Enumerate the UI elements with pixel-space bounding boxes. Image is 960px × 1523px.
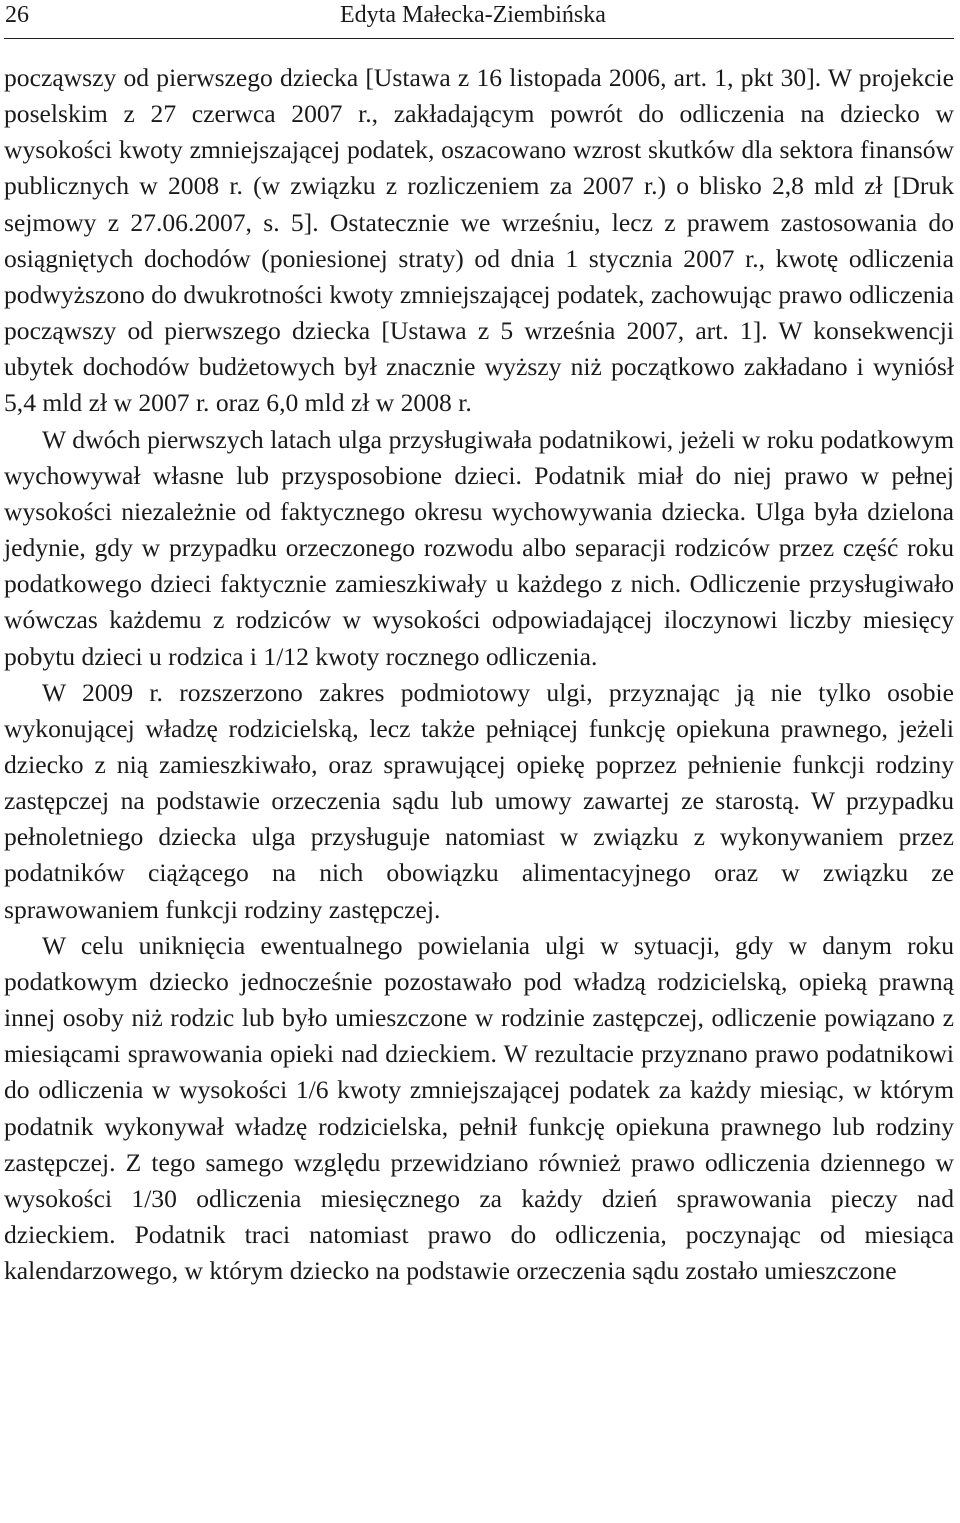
paragraph-3: W 2009 r. rozszerzono zakres podmiotowy ulgi, przyznając ją nie tylko osobie wykonującej władzę rodzicielską, lecz także pełniącej funkcję opiekuna prawnego, jeżeli dziecko z nią zamieszkiwało, oraz sprawującej opiekę poprzez pełnienie funkcji rodziny zastępczej na podstawie orzeczenia sądu lub umowy zawartej ze starostą. W przypadku pełnoletniego dziecka ulga przysługuje natomiast w związku z wykonywaniem przez podatników ciążącego na nich obowiązku alimentacyjnego oraz w związku ze sprawowaniem funkcji rodziny zastępczej. xyxy=(4,677,954,924)
paragraph-2: W dwóch pierwszych latach ulga przysługiwała podatnikowi, jeżeli w roku podatkowym wychowywał własne lub przysposobione dzieci. Podatnik miał do niej prawo w pełnej wysokości niezależnie od faktycznego okresu wychowywania dziecka. Ulga była dzielona jedynie, gdy w przypadku orzeczonego rozwodu albo separacji rodziców przez część roku podatkowego dzieci faktycznie zamieszkiwały u każdego z nich. Odliczenie przysługiwało wówczas każdemu z rodziców w wysokości odpowiadającej iloczynowi liczby miesięcy pobytu dzieci u rodzica i 1/12 kwoty rocznego odliczenia. xyxy=(4,424,954,671)
body-text xyxy=(4,60,954,1289)
running-header-author: Edyta Małecka-Ziembińska xyxy=(340,2,606,28)
document-page xyxy=(4,0,954,1289)
page-number: 26 xyxy=(5,2,29,28)
running-header xyxy=(4,0,954,39)
paragraph-4: W celu uniknięcia ewentualnego powielania ulgi w sytuacji, gdy w danym roku podatkowym dziecko jednocześnie pozostawało pod władzą rodzicielską, opieką prawną innej osoby niż rodzic lub było umieszczone w rodzinie zastępczej, odliczenie powiązano z miesiącami sprawowania opieki nad dzieckiem. W rezultacie przyznano prawo podatnikowi do odliczenia w wysokości 1/6 kwoty zmniejszającej podatek za każdy miesiąc, w którym podatnik wykonywał władzę rodzicielska, pełnił funkcję opiekuna prawnego lub rodziny zastępczej. Z tego samego względu przewidziano również prawo odliczenia dziennego w wysokości 1/30 odliczenia miesięcznego za każdy dzień sprawowania pieczy nad dzieckiem. Podatnik traci natomiast prawo do odliczenia, poczynając od miesiąca kalendarzowego, w którym dziecko na podstawie orzeczenia sądu zostało umieszczone xyxy=(4,930,954,1286)
paragraph-1: począwszy od pierwszego dziecka [Ustawa z 16 listopada 2006, art. 1, pkt 30]. W projekcie poselskim z 27 czerwca 2007 r., zakładającym powrót do odliczenia na dziecko w wysokości kwoty zmniejszającej podatek, oszacowano wzrost skutków dla sektora finansów publicznych w 2008 r. (w związku z rozliczeniem za 2007 r.) o blisko 2,8 mld zł [Druk sejmowy z 27.06.2007, s. 5]. Ostatecznie we wrześniu, lecz z prawem zastosowania do osiągniętych dochodów (poniesionej straty) od dnia 1 stycznia 2007 r., kwotę odliczenia podwyższono do dwukrotności kwoty zmniejszającej podatek, zachowując prawo odliczenia począwszy od pierwszego dziecka [Ustawa z 5 września 2007, art. 1]. W konsekwencji ubytek dochodów budżetowych był znacznie wyższy niż początkowo zakładano i wyniósł 5,4 mld zł w 2007 r. oraz 6,0 mld zł w 2008 r. xyxy=(4,63,954,418)
